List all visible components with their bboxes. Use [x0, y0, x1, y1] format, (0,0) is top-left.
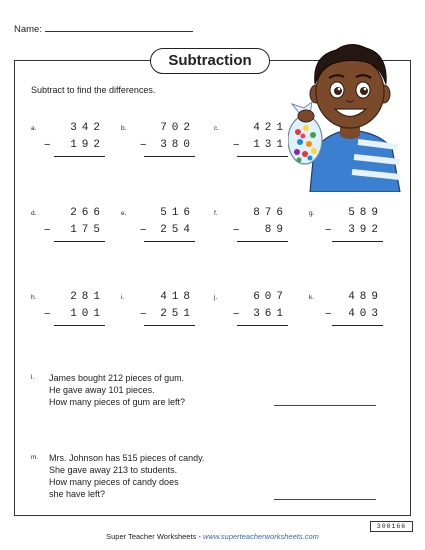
worksheet-title: Subtraction [150, 48, 270, 74]
problem-letter: k. [309, 294, 315, 301]
word-problem-line: she have left? [49, 489, 106, 499]
answer-rule [54, 325, 105, 326]
problem-letter: g. [309, 210, 315, 217]
subtrahend: 403 [348, 308, 383, 320]
name-label: Name: [14, 24, 42, 35]
word-problem-l [31, 372, 185, 408]
minus-sign: − [44, 139, 51, 151]
minuend: 281 [70, 291, 105, 303]
problem-i [121, 291, 201, 334]
minuend: 266 [70, 207, 105, 219]
problem-letter: l. [31, 374, 35, 381]
answer-rule [144, 325, 195, 326]
subtrahend: 89 [264, 224, 288, 236]
problem-letter: e. [121, 210, 127, 217]
problem-letter: b. [121, 125, 127, 132]
problem-letter: f. [214, 210, 218, 217]
instructions: Subtract to find the differences. [31, 85, 156, 95]
minuend: 589 [348, 207, 383, 219]
subtrahend: 101 [70, 308, 105, 320]
word-problem-line: How many pieces of candy does [49, 477, 179, 487]
minuend: 607 [253, 291, 288, 303]
word-problem-line: She gave away 213 to students. [49, 465, 178, 475]
problem-h [31, 291, 111, 334]
answer-line-l[interactable] [274, 405, 376, 406]
worksheet-serial: 300166 [370, 521, 413, 532]
problem-d [31, 207, 111, 250]
subtrahend: 392 [348, 224, 383, 236]
subtrahend: 192 [70, 139, 105, 151]
answer-rule [237, 325, 288, 326]
problem-a [31, 122, 111, 165]
answer-rule [144, 241, 195, 242]
minuend: 418 [160, 291, 195, 303]
answer-rule [144, 156, 195, 157]
problem-letter: m. [31, 454, 39, 461]
subtrahend: 380 [160, 139, 195, 151]
word-problem-line: He gave away 101 pieces. [49, 385, 155, 395]
problem-g [309, 207, 389, 250]
problem-letter: h. [31, 294, 37, 301]
subtrahend: 131 [253, 139, 288, 151]
answer-rule [237, 241, 288, 242]
problem-letter: j. [214, 294, 218, 301]
word-problem-line: How many pieces of gum are left? [49, 397, 186, 407]
subtrahend: 361 [253, 308, 288, 320]
minus-sign: − [44, 308, 51, 320]
problem-b [121, 122, 201, 165]
minus-sign: − [140, 139, 147, 151]
name-field [14, 23, 193, 35]
minus-sign: − [233, 224, 240, 236]
word-problem-line: James bought 212 pieces of gum. [49, 373, 185, 383]
word-problem-line: Mrs. Johnson has 515 pieces of candy. [49, 453, 205, 463]
problem-letter: d. [31, 210, 37, 217]
answer-rule [332, 325, 383, 326]
minus-sign: − [44, 224, 51, 236]
answer-line-m[interactable] [274, 499, 376, 500]
boy-with-candy-illustration [288, 32, 410, 192]
footer [0, 532, 425, 541]
problem-letter: i. [121, 294, 125, 301]
minus-sign: − [233, 139, 240, 151]
minus-sign: − [140, 224, 147, 236]
answer-rule [54, 241, 105, 242]
minuend: 876 [253, 207, 288, 219]
problem-k [309, 291, 389, 334]
minus-sign: − [325, 224, 332, 236]
problem-c [214, 122, 294, 165]
footer-brand: Super Teacher Worksheets [106, 532, 197, 541]
answer-rule [54, 156, 105, 157]
problem-e [121, 207, 201, 250]
problem-j [214, 291, 294, 334]
minus-sign: − [325, 308, 332, 320]
answer-rule [237, 156, 288, 157]
minuend: 421 [253, 122, 288, 134]
footer-site-link[interactable]: www.superteacherworksheets.com [202, 532, 319, 541]
word-problem-m [31, 452, 204, 500]
subtrahend: 251 [160, 308, 195, 320]
problem-f [214, 207, 294, 250]
name-blank-line[interactable] [45, 23, 193, 32]
minus-sign: − [233, 308, 240, 320]
subtrahend: 254 [160, 224, 195, 236]
subtrahend: 175 [70, 224, 105, 236]
problem-letter: a. [31, 125, 37, 132]
minuend: 342 [70, 122, 105, 134]
footer-separator: - [196, 532, 203, 541]
minuend: 489 [348, 291, 383, 303]
problem-letter: c. [214, 125, 220, 132]
answer-rule [332, 241, 383, 242]
minus-sign: − [140, 308, 147, 320]
minuend: 702 [160, 122, 195, 134]
minuend: 516 [160, 207, 195, 219]
